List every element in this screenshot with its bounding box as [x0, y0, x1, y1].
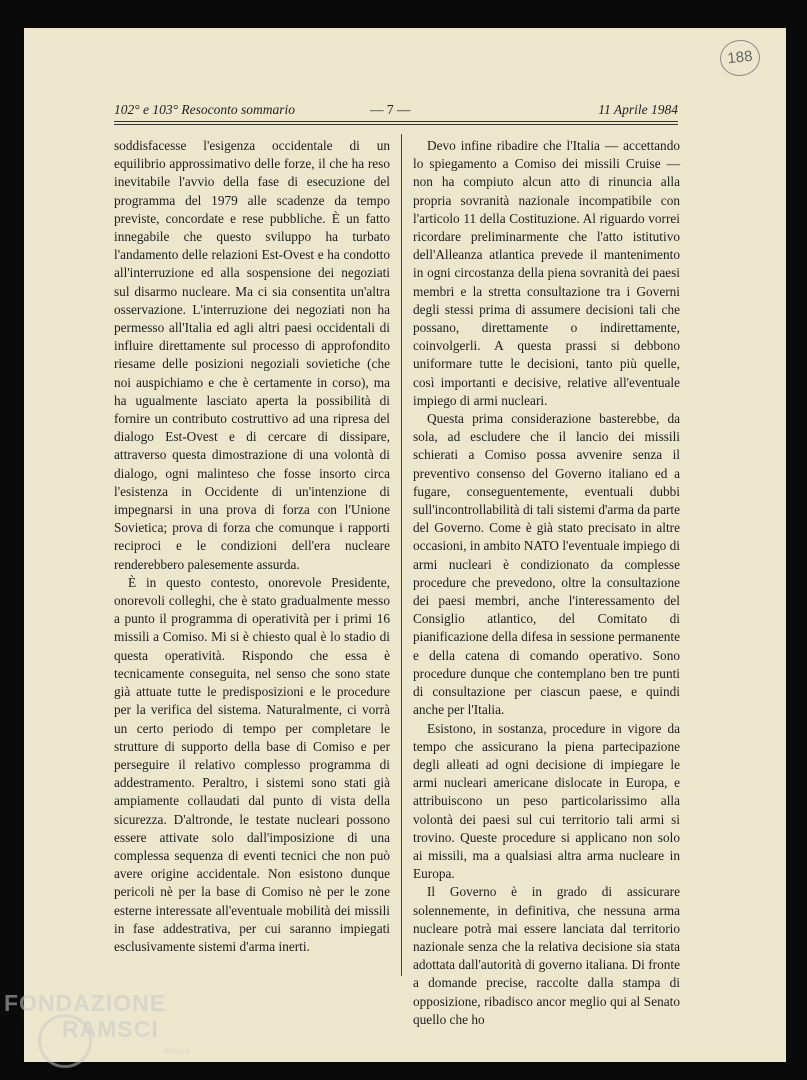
right-paragraph-1: Devo infine ribadire che l'Italia — accettando lo spiegamento a Comiso dei missili Cruise — non ha compiuto alcun atto di rinuncia alla propria sovranità nazionale incompatibile con l'articolo 11 della Costituzione. Al riguardo vorrei ricordare preliminarmente che l'atto istitutivo dell'Alleanza atlantica prevede il mantenimento in ogni circostanza della piena sovranità dei paesi membri e la stretta consultazione tra i Governi degli stessi prima di assumere decisioni tali che possano, direttamente o indirettamente, coinvolgerli. A questa prassi si debbono uniformare tutte le decisioni, tanto più quelle, così importanti e decisive, relative all'eventuale impiego di armi nucleari. — [413, 138, 680, 408]
right-paragraph-2: Questa prima considerazione basterebbe, da sola, ad escludere che il lancio dei missili schierati a Comiso possa avvenire senza il preventivo consenso del Governo italiano ed a fugare, conseguentemente, eventuali dubbi sull'incontrollabilità di tali sistemi d'arma da parte del Governo. Come è già stato precisato in altre occasioni, in ambito NATO l'eventuale impiego di armi nucleari è condizionato da complesse procedure che prevedono, oltre la consultazione dei paesi membri, anche l'interessamento del Consiglio atlantico, del Comitato di pianificazione della difesa in sessione permanente e della catena di comando operativo. Sono procedure dunque che contemplano ben tre punti di consultazione per ciascun paese, e quindi anche per l'Italia. — [413, 411, 680, 718]
header-rule-secondary — [114, 124, 678, 125]
left-column — [114, 137, 390, 956]
right-paragraph-3: Esistono, in sostanza, procedure in vigore da tempo che assicurano la piena partecipazione degli alleati ad ogni decisione di impiegare le armi nucleari americane dislocate in Europa, e attribuiscono un peso particolarissimo alla volontà dei paesi sul cui territorio tali armi si trovino. Queste procedure si applicano non solo ai missili, ma a qualsiasi altra arma nucleare in Europa. — [413, 720, 680, 882]
watermark-line-1: FONDAZIONE — [4, 990, 167, 1016]
right-paragraph-4: Il Governo è in grado di assicurare solennemente, in definitiva, che nessuna arma nucleare potrà mai essere lanciata dal territorio nazionale senza che la relativa decisione sia stata adottata dall'autorità di governo italiana. Di fronte a domande precise, raccolte dalla stampa di opposizione, ribadisco ancor meglio qui al Senato quello che ho — [413, 884, 680, 1027]
header-rule — [114, 121, 678, 122]
header-date: 11 Aprile 1984 — [598, 102, 678, 117]
right-column — [413, 137, 680, 1029]
left-paragraph-2: È in questo contesto, onorevole Presidente, onorevoli colleghi, che è stato gradualmente messo a punto il programma di operatività per i primi 16 missili a Comiso. Mi si è chiesto qual è lo stadio di questa operatività. Rispondo che essa è tecnicamente conseguita, nel senso che sono state già attuate tutte le predisposizioni e le procedure per la verifica del sistema. Naturalmente, ci vorrà un certo periodo di tempo per completare le strutture di supporto della base di Comiso e per perseguire il relativo complesso programma di addestramento. Peraltro, i sistemi sono stati già ampiamente collaudati dal punto di vista della sicurezza. D'altronde, le testate nucleari possono essere attivate solo dall'imposizione di una complessa sequenza di eventi tecnici che non può avere origine accidentale. Non esistono dunque pericoli nè per la base di Comiso nè per le zone esterne interessate all'eventuale mobilità dei missili in fase addestrativa, per cui saranno impiegati esclusivamente sistemi d'arma inerti. — [114, 574, 390, 954]
column-divider — [401, 134, 402, 976]
header-report-title: 102° e 103° Resoconto sommario — [114, 102, 296, 117]
left-paragraph-1: soddisfacesse l'esigenza occidentale di un equilibrio approssimativo delle forze, il che ha reso inevitabile l'avvio della fase di esecuzione del programma del 1979 alle scadenze da tempo previste, concordate e rese pubbliche. È un fatto innegabile che questo sviluppo ha turbato l'andamento delle relazioni Est-Ovest e ha condotto all'interruzione ed alla sospensione dei negoziati sul disarmo nucleare. Ma ci sia consentita un'altra osservazione. L'interruzione dei negoziati non ha permesso all'Italia ed agli altri paesi occidentali di influire direttamente sul processo di approfondito riesame delle posizioni negoziali sovietiche (che noi auspichiamo e che è certamente in corso), ma ha ugualmente lasciato aperta la possibilità di fornire un contributo costruttivo ad una ripresa del dialogo Est-Ovest e di cercare di dissipare, attraverso questa dimostrazione di una volontà di dialogo, ogni malinteso che fosse insorto circa l'esistenza in Occidente di un'intenzione di impegnarsi in una prova di forza con l'Unione Sovietica; prova di forza che comunque i rapporti reciproci e le condizioni dell'era nucleare renderebbero palesemente assurda. — [114, 138, 390, 572]
watermark-line-2: RAMSCI — [62, 1016, 159, 1042]
running-header — [114, 102, 678, 120]
header-page-number: — 7 — — [370, 102, 411, 117]
watermark-line-3: onlus — [164, 1046, 191, 1056]
page-number-stamp: 188 — [718, 38, 762, 78]
